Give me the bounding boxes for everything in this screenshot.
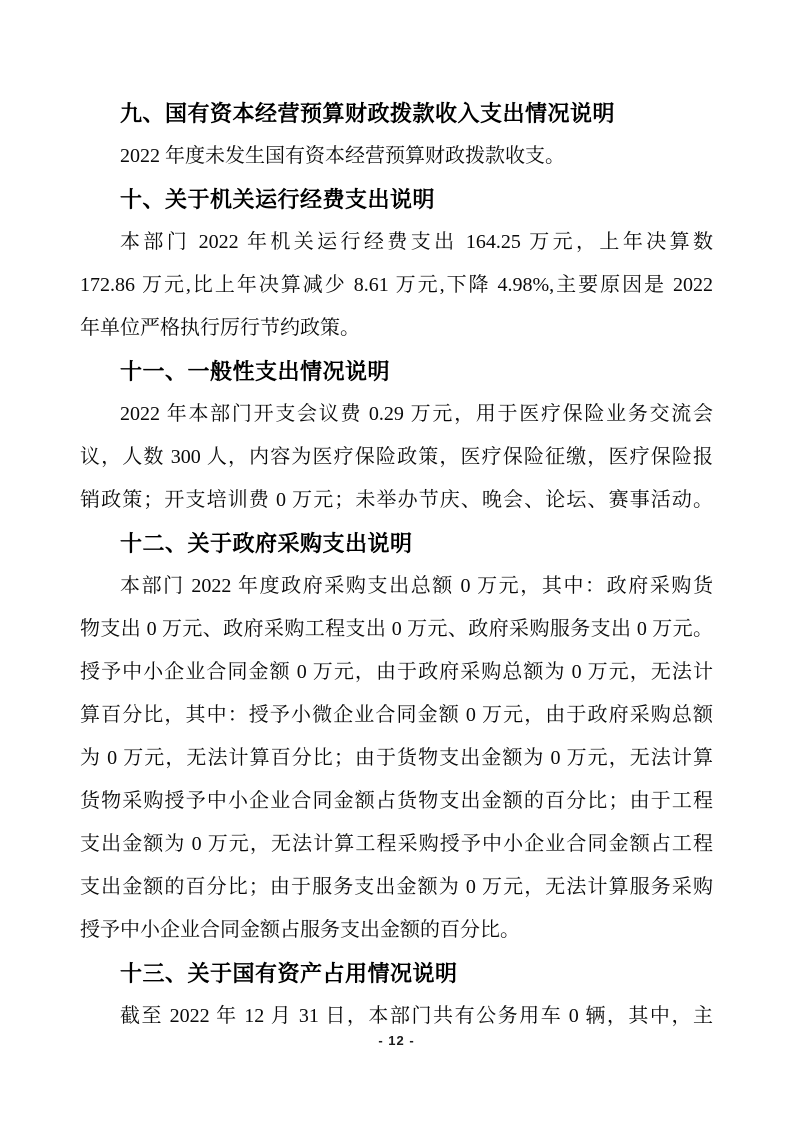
text-line: 本部门 2022 年机关运行经费支出 164.25 万元，上年决算数 xyxy=(120,231,713,253)
text-line: 物支出 0 万元、政府采购工程支出 0 万元、政府采购服务支出 0 万元。 xyxy=(80,618,713,640)
text-line: 本部门 2022 年度政府采购支出总额 0 万元，其中：政府采购货 xyxy=(120,575,713,597)
section-heading: 十三、关于国有资产占用情况说明 xyxy=(120,961,458,986)
text-line: 截至 2022 年 12 月 31 日，本部门共有公务用车 0 辆，其中，主 xyxy=(120,1005,713,1027)
text-line: 支出金额的百分比；由于服务支出金额为 0 万元，无法计算服务采购 xyxy=(80,876,713,898)
text-line: 支出金额为 0 万元，无法计算工程采购授予中小企业合同金额占工程 xyxy=(80,833,713,855)
section-state-capital-budget xyxy=(80,92,713,178)
text-line: 2022 年度未发生国有资本经营预算财政拨款收支。 xyxy=(120,145,565,167)
section-government-procurement xyxy=(80,522,713,952)
text-line: 授予中小企业合同金额 0 万元，由于政府采购总额为 0 万元，无法计 xyxy=(80,661,713,683)
section-general-expenditure xyxy=(80,350,713,522)
text-line: 2022 年本部门开支会议费 0.29 万元，用于医疗保险业务交流会 xyxy=(120,403,713,425)
section-heading: 十一、一般性支出情况说明 xyxy=(120,359,391,384)
section-heading: 十、关于机关运行经费支出说明 xyxy=(120,187,436,212)
text-line: 销政策；开支培训费 0 万元；未举办节庆、晚会、论坛、赛事活动。 xyxy=(80,489,713,511)
text-line: 授予中小企业合同金额占服务支出金额的百分比。 xyxy=(80,919,520,941)
section-heading: 九、国有资本经营预算财政拨款收入支出情况说明 xyxy=(120,101,616,126)
document-body xyxy=(80,92,713,1038)
section-agency-operating-expense xyxy=(80,178,713,350)
text-line: 为 0 万元，无法计算百分比；由于货物支出金额为 0 万元，无法计算 xyxy=(80,747,713,769)
text-line: 议，人数 300 人，内容为医疗保险政策，医疗保险征缴，医疗保险报 xyxy=(80,446,713,468)
page-number: - 12 - xyxy=(378,1033,415,1048)
text-line: 年单位严格执行厉行节约政策。 xyxy=(80,317,360,339)
text-line: 货物采购授予中小企业合同金额占货物支出金额的百分比；由于工程 xyxy=(80,790,713,812)
section-state-assets-occupancy xyxy=(80,952,713,1038)
section-heading: 十二、关于政府采购支出说明 xyxy=(120,531,413,556)
text-line: 算百分比，其中：授予小微企业合同金额 0 万元，由于政府采购总额 xyxy=(80,704,713,726)
text-line: 172.86 万元,比上年决算减少 8.61 万元,下降 4.98%,主要原因是 2022 xyxy=(80,274,713,296)
